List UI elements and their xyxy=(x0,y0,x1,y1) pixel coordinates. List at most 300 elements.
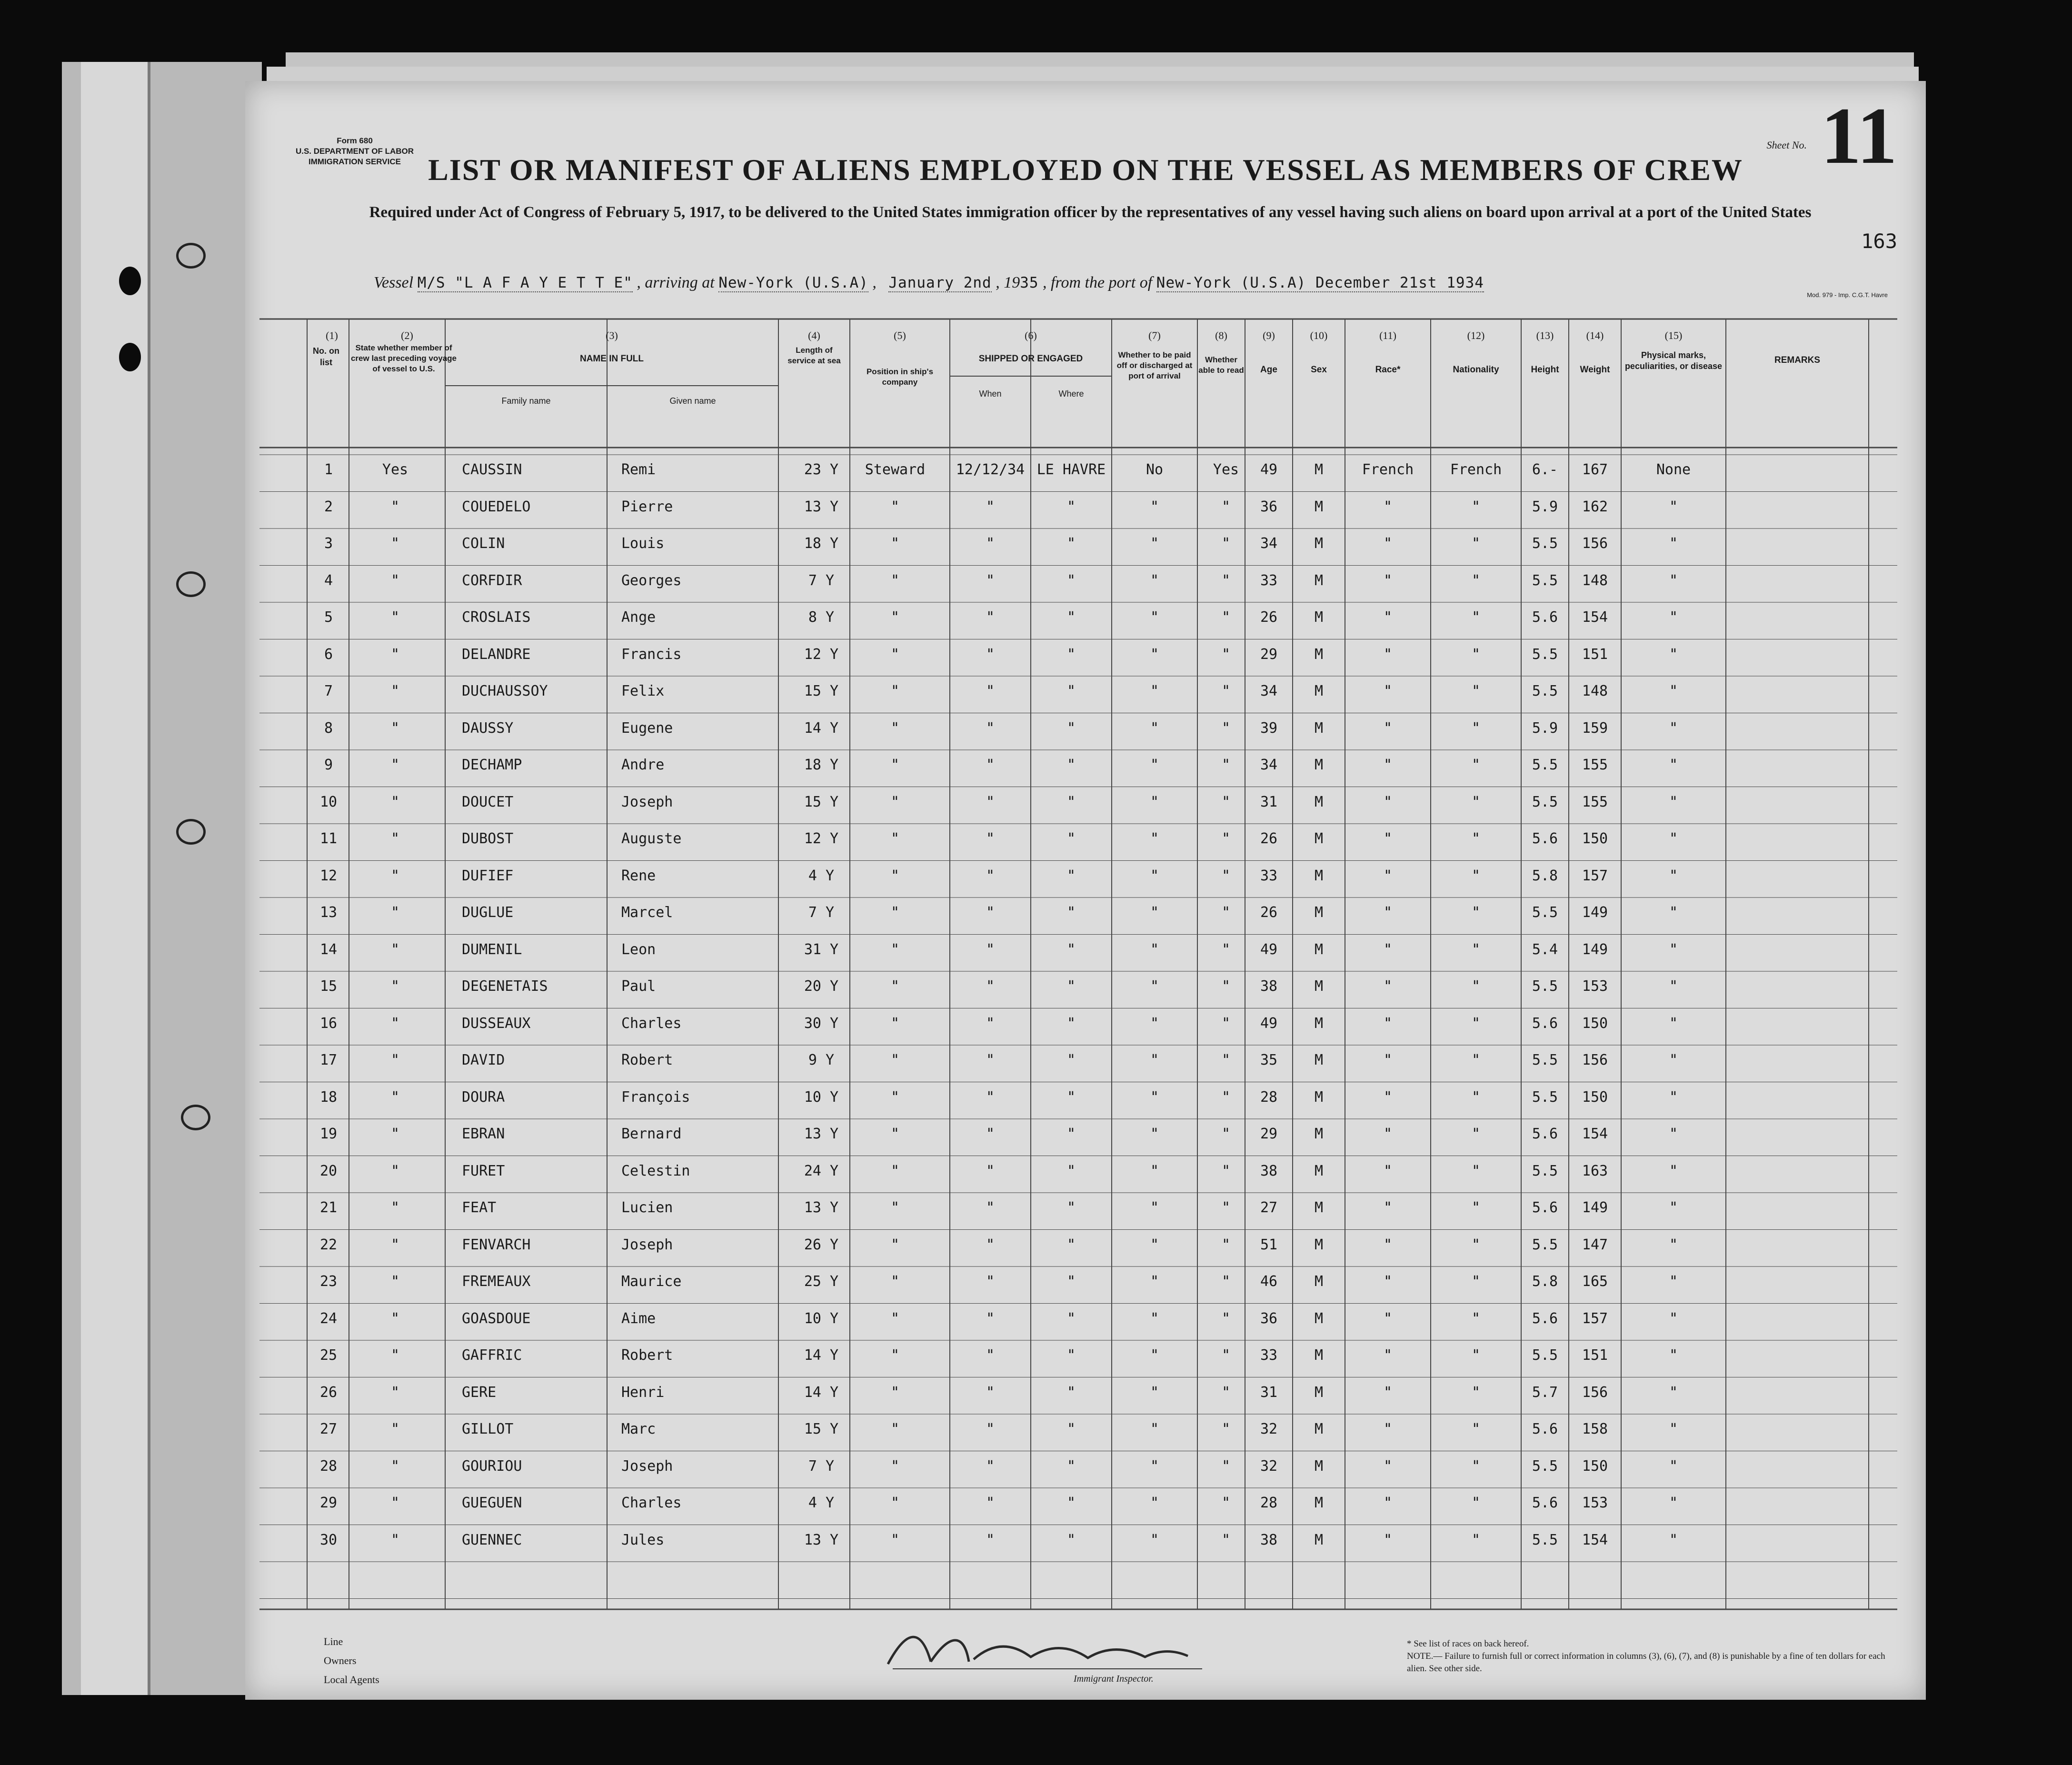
cell-where: " xyxy=(1066,1126,1076,1142)
cell-no: 10 xyxy=(319,793,338,810)
cell-family: CAUSSIN xyxy=(462,461,522,478)
cell-sex: M xyxy=(1314,1457,1324,1475)
cell-marks: " xyxy=(1669,1199,1678,1216)
cell-position: " xyxy=(890,1421,900,1437)
col-number: (5) xyxy=(894,329,906,341)
cell-when: " xyxy=(986,1457,995,1475)
cell-service: 15 Y xyxy=(804,683,839,699)
cell-given: Charles xyxy=(621,1015,682,1032)
cell-prev: " xyxy=(390,1273,400,1290)
cell-paid: " xyxy=(1150,1052,1159,1068)
cell-marks: " xyxy=(1669,1495,1678,1511)
col-header-service: Length of service at sea xyxy=(787,346,841,365)
cell-read: " xyxy=(1221,646,1231,663)
cell-age: 38 xyxy=(1260,1162,1278,1179)
cell-weight: 167 xyxy=(1582,461,1608,478)
cell-race: " xyxy=(1383,1347,1393,1364)
cell-weight: 149 xyxy=(1582,941,1608,958)
cell-height: 5.6 xyxy=(1532,1421,1558,1437)
cell-race: " xyxy=(1383,609,1393,626)
footer-note-races: * See list of races on back hereof. xyxy=(1407,1639,1529,1649)
cell-given: Marcel xyxy=(621,904,673,921)
col-header-given-name: Given name xyxy=(669,396,716,406)
cell-age: 39 xyxy=(1260,719,1278,737)
cell-marks: " xyxy=(1669,941,1678,958)
cell-when: " xyxy=(986,1495,995,1511)
cell-read: " xyxy=(1221,793,1231,810)
cell-nationality: " xyxy=(1471,1531,1481,1548)
cell-marks: " xyxy=(1669,757,1678,773)
cell-family: CORFDIR xyxy=(462,572,522,589)
cell-prev: " xyxy=(390,1421,400,1437)
cell-nationality: " xyxy=(1471,1347,1481,1364)
cell-paid: " xyxy=(1150,793,1159,810)
cell-where: " xyxy=(1066,1347,1076,1364)
cell-marks: " xyxy=(1669,904,1678,921)
table-grid xyxy=(245,81,1926,1700)
cell-nationality: " xyxy=(1471,1126,1481,1142)
cell-race: " xyxy=(1383,646,1393,663)
cell-sex: M xyxy=(1314,535,1324,552)
cell-family: DECHAMP xyxy=(462,757,522,773)
cell-family: FEAT xyxy=(462,1199,497,1216)
cell-given: Joseph xyxy=(621,1236,673,1253)
cell-race: " xyxy=(1383,978,1393,995)
cell-no: 11 xyxy=(319,830,338,847)
cell-weight: 154 xyxy=(1582,609,1608,626)
cell-family: COUEDELO xyxy=(462,498,531,515)
cell-height: 5.6 xyxy=(1532,1310,1558,1327)
cell-where: " xyxy=(1066,683,1076,699)
sheet-label: Sheet No. xyxy=(1766,139,1807,151)
cell-given: Joseph xyxy=(621,793,673,810)
cell-paid: " xyxy=(1150,1015,1159,1032)
cell-no: 5 xyxy=(324,609,333,626)
col-number: (2) xyxy=(401,329,413,341)
cell-race: " xyxy=(1383,793,1393,810)
cell-family: FREMEAUX xyxy=(462,1273,531,1290)
cell-prev: " xyxy=(390,757,400,773)
cell-given: Remi xyxy=(621,461,656,478)
cell-family: DUGLUE xyxy=(462,904,514,921)
footer-note-penalty: NOTE.— Failure to furnish full or correct information in columns (3), (6), (7), and (8) is punishable by a fine of ten dollars for each alien. See other side. xyxy=(1407,1651,1885,1674)
cell-when: " xyxy=(986,719,995,737)
cell-no: 30 xyxy=(319,1531,338,1548)
cell-read: " xyxy=(1221,867,1231,884)
cell-race: " xyxy=(1383,1126,1393,1142)
cell-age: 33 xyxy=(1260,867,1278,884)
cell-when: " xyxy=(986,646,995,663)
cell-where: " xyxy=(1066,535,1076,552)
sheet-code: 163 xyxy=(1861,229,1897,253)
cell-family: COLIN xyxy=(462,535,505,552)
col-header-read: Whether able to read xyxy=(1198,355,1244,375)
vessel-line: Vessel M/S "L A F A Y E T T E" , arriving at New-York (U.S.A) , January 2nd , 1935 , from the port of New-York (U.S.A) December 21st 1934 xyxy=(374,274,1484,291)
cell-family: DUFIEF xyxy=(462,867,514,884)
cell-read: " xyxy=(1221,978,1231,995)
cell-prev: " xyxy=(390,609,400,626)
cell-family: GERE xyxy=(462,1384,497,1401)
cell-nationality: " xyxy=(1471,1495,1481,1511)
cell-age: 34 xyxy=(1260,535,1278,552)
cell-nationality: " xyxy=(1471,572,1481,589)
cell-position: " xyxy=(890,646,900,663)
col-number: (13) xyxy=(1536,329,1554,341)
cell-family: DOUCET xyxy=(462,793,514,810)
cell-no: 25 xyxy=(319,1347,338,1364)
cell-no: 24 xyxy=(319,1310,338,1327)
form-department: U.S. DEPARTMENT OF LABOR xyxy=(295,147,414,156)
cell-nationality: " xyxy=(1471,830,1481,847)
cell-paid: No xyxy=(1146,461,1164,478)
cell-nationality: " xyxy=(1471,1457,1481,1475)
cell-where: " xyxy=(1066,830,1076,847)
cell-read: " xyxy=(1221,830,1231,847)
cell-prev: " xyxy=(390,719,400,737)
cell-age: 32 xyxy=(1260,1421,1278,1437)
cell-race: " xyxy=(1383,683,1393,699)
col-header-when: When xyxy=(979,389,1002,399)
cell-nationality: " xyxy=(1471,1310,1481,1327)
cell-paid: " xyxy=(1150,646,1159,663)
cell-height: 5.9 xyxy=(1532,498,1558,515)
cell-family: GAFFRIC xyxy=(462,1347,522,1364)
cell-prev: " xyxy=(390,830,400,847)
cell-position: " xyxy=(890,1236,900,1253)
cell-given: Paul xyxy=(621,978,656,995)
cell-position: " xyxy=(890,978,900,995)
cell-when: " xyxy=(986,683,995,699)
cell-race: " xyxy=(1383,535,1393,552)
cell-where: " xyxy=(1066,1495,1076,1511)
cell-family: DUMENIL xyxy=(462,941,522,958)
cell-race: " xyxy=(1383,1495,1393,1511)
cell-given: Charles xyxy=(621,1495,682,1511)
cell-read: " xyxy=(1221,572,1231,589)
cell-paid: " xyxy=(1150,1126,1159,1142)
cell-position: " xyxy=(890,1273,900,1290)
cell-nationality: " xyxy=(1471,978,1481,995)
cell-prev: " xyxy=(390,1457,400,1475)
cell-no: 21 xyxy=(319,1199,338,1216)
cell-race: " xyxy=(1383,1088,1393,1106)
cell-read: " xyxy=(1221,1273,1231,1290)
cell-service: 30 Y xyxy=(804,1015,839,1032)
cell-service: 14 Y xyxy=(804,1347,839,1364)
cell-weight: 159 xyxy=(1582,719,1608,737)
cell-prev: " xyxy=(390,978,400,995)
cell-when: " xyxy=(986,1052,995,1068)
cell-race: " xyxy=(1383,941,1393,958)
cell-when: " xyxy=(986,1273,995,1290)
cell-sex: M xyxy=(1314,1052,1324,1068)
cell-weight: 154 xyxy=(1582,1531,1608,1548)
cell-nationality: " xyxy=(1471,941,1481,958)
cell-age: 38 xyxy=(1260,978,1278,995)
cell-paid: " xyxy=(1150,1421,1159,1437)
cell-when: " xyxy=(986,609,995,626)
cell-when: " xyxy=(986,793,995,810)
cell-read: " xyxy=(1221,719,1231,737)
cell-height: 5.6 xyxy=(1532,830,1558,847)
cell-no: 7 xyxy=(324,683,333,699)
cell-position: " xyxy=(890,1531,900,1548)
vessel-name: M/S "L A F A Y E T T E" xyxy=(417,274,633,291)
cell-when: " xyxy=(986,1384,995,1401)
cell-prev: " xyxy=(390,867,400,884)
cell-height: 5.5 xyxy=(1532,683,1558,699)
cell-race: " xyxy=(1383,1457,1393,1475)
cell-read: " xyxy=(1221,535,1231,552)
cell-race: " xyxy=(1383,1162,1393,1179)
cell-given: François xyxy=(621,1088,690,1106)
cell-height: 5.5 xyxy=(1532,793,1558,810)
cell-weight: 151 xyxy=(1582,1347,1608,1364)
cell-paid: " xyxy=(1150,498,1159,515)
cell-height: 5.6 xyxy=(1532,609,1558,626)
cell-given: Felix xyxy=(621,683,665,699)
cell-position: " xyxy=(890,1347,900,1364)
cell-age: 33 xyxy=(1260,572,1278,589)
cell-when: " xyxy=(986,1310,995,1327)
cell-prev: Yes xyxy=(382,461,408,478)
cell-age: 29 xyxy=(1260,646,1278,663)
cell-family: DOURA xyxy=(462,1088,505,1106)
cell-weight: 158 xyxy=(1582,1421,1608,1437)
cell-height: 5.5 xyxy=(1532,1236,1558,1253)
cell-family: GOURIOU xyxy=(462,1457,522,1475)
cell-family: FURET xyxy=(462,1162,505,1179)
cell-height: 5.4 xyxy=(1532,941,1558,958)
cell-family: GILLOT xyxy=(462,1421,514,1437)
cell-marks: " xyxy=(1669,1310,1678,1327)
cell-when: " xyxy=(986,1236,995,1253)
cell-prev: " xyxy=(390,535,400,552)
cell-weight: 150 xyxy=(1582,1457,1608,1475)
cell-service: 12 Y xyxy=(804,646,839,663)
arrival-year: 35 xyxy=(1020,274,1039,291)
cell-race: " xyxy=(1383,757,1393,773)
cell-height: 5.5 xyxy=(1532,1052,1558,1068)
cell-age: 49 xyxy=(1260,941,1278,958)
cell-no: 23 xyxy=(319,1273,338,1290)
cell-weight: 150 xyxy=(1582,830,1608,847)
col-header-no: No. on list xyxy=(313,346,339,367)
cell-no: 3 xyxy=(324,535,333,552)
cell-read: " xyxy=(1221,1052,1231,1068)
cell-when: " xyxy=(986,978,995,995)
binder-ring-icon xyxy=(176,243,206,269)
cell-age: 46 xyxy=(1260,1273,1278,1290)
cell-when: " xyxy=(986,830,995,847)
cell-when: " xyxy=(986,1421,995,1437)
cell-paid: " xyxy=(1150,535,1159,552)
cell-nationality: " xyxy=(1471,1236,1481,1253)
cell-service: 12 Y xyxy=(804,830,839,847)
cell-read: " xyxy=(1221,1531,1231,1548)
cell-paid: " xyxy=(1150,572,1159,589)
cell-nationality: " xyxy=(1471,535,1481,552)
cell-race: " xyxy=(1383,1531,1393,1548)
cell-sex: M xyxy=(1314,1162,1324,1179)
cell-marks: None xyxy=(1656,461,1691,478)
cell-nationality: " xyxy=(1471,1052,1481,1068)
cell-paid: " xyxy=(1150,1088,1159,1106)
cell-paid: " xyxy=(1150,1531,1159,1548)
cell-sex: M xyxy=(1314,978,1324,995)
cell-position: " xyxy=(890,609,900,626)
cell-given: Maurice xyxy=(621,1273,682,1290)
cell-nationality: " xyxy=(1471,793,1481,810)
inspector-signature xyxy=(878,1624,1212,1676)
cell-marks: " xyxy=(1669,1052,1678,1068)
cell-position: " xyxy=(890,719,900,737)
cell-read: " xyxy=(1221,498,1231,515)
cell-service: 13 Y xyxy=(804,1126,839,1142)
cell-age: 33 xyxy=(1260,1347,1278,1364)
cell-given: Louis xyxy=(621,535,665,552)
cell-where: " xyxy=(1066,793,1076,810)
cell-weight: 163 xyxy=(1582,1162,1608,1179)
col-number: (1) xyxy=(326,329,338,341)
cell-prev: " xyxy=(390,1495,400,1511)
footer-owners-label: Owners xyxy=(324,1655,357,1666)
cell-position: " xyxy=(890,941,900,958)
cell-read: " xyxy=(1221,904,1231,921)
cell-where: " xyxy=(1066,609,1076,626)
from-port: New-York (U.S.A) December 21st 1934 xyxy=(1156,274,1484,291)
cell-nationality: " xyxy=(1471,683,1481,699)
cell-position: " xyxy=(890,1088,900,1106)
cell-service: 20 Y xyxy=(804,978,839,995)
cell-where: " xyxy=(1066,572,1076,589)
cell-position: " xyxy=(890,1495,900,1511)
cell-service: 13 Y xyxy=(804,1199,839,1216)
cell-weight: 157 xyxy=(1582,867,1608,884)
cell-height: 5.8 xyxy=(1532,867,1558,884)
cell-where: " xyxy=(1066,498,1076,515)
cell-no: 29 xyxy=(319,1495,338,1511)
cell-age: 28 xyxy=(1260,1495,1278,1511)
cell-family: DELANDRE xyxy=(462,646,531,663)
cell-sex: M xyxy=(1314,1421,1324,1437)
cell-prev: " xyxy=(390,1310,400,1327)
cell-height: 5.5 xyxy=(1532,1162,1558,1179)
cell-sex: M xyxy=(1314,1310,1324,1327)
cell-read: " xyxy=(1221,1015,1231,1032)
cell-position: " xyxy=(890,757,900,773)
cell-service: 14 Y xyxy=(804,1384,839,1401)
cell-height: 5.5 xyxy=(1532,904,1558,921)
cell-where: " xyxy=(1066,904,1076,921)
cell-given: Aime xyxy=(621,1310,656,1327)
cell-marks: " xyxy=(1669,683,1678,699)
col-number: (9) xyxy=(1263,329,1275,341)
cell-race: " xyxy=(1383,1015,1393,1032)
cell-race: " xyxy=(1383,719,1393,737)
cell-paid: " xyxy=(1150,867,1159,884)
cell-height: 5.5 xyxy=(1532,757,1558,773)
cell-read: " xyxy=(1221,683,1231,699)
cell-no: 13 xyxy=(319,904,338,921)
cell-prev: " xyxy=(390,1126,400,1142)
col-number: (3) xyxy=(606,329,618,341)
cell-position: " xyxy=(890,867,900,884)
cell-service: 9 Y xyxy=(808,1052,835,1068)
cell-given: Celestin xyxy=(621,1162,690,1179)
cell-prev: " xyxy=(390,1531,400,1548)
cell-no: 14 xyxy=(319,941,338,958)
cell-race: " xyxy=(1383,904,1393,921)
cell-height: 5.6 xyxy=(1532,1126,1558,1142)
cell-position: " xyxy=(890,683,900,699)
cell-when: " xyxy=(986,572,995,589)
cell-position: " xyxy=(890,1052,900,1068)
arrival-date: January 2nd xyxy=(888,274,992,291)
cell-weight: 149 xyxy=(1582,904,1608,921)
cell-nationality: " xyxy=(1471,1384,1481,1401)
cell-weight: 148 xyxy=(1582,572,1608,589)
cell-paid: " xyxy=(1150,904,1159,921)
cell-paid: " xyxy=(1150,1199,1159,1216)
punch-hole xyxy=(119,343,141,371)
cell-weight: 147 xyxy=(1582,1236,1608,1253)
cell-service: 7 Y xyxy=(808,904,835,921)
cell-age: 34 xyxy=(1260,683,1278,699)
cell-marks: " xyxy=(1669,572,1678,589)
cell-race: " xyxy=(1383,1421,1393,1437)
cell-race: " xyxy=(1383,1273,1393,1290)
cell-family: DAVID xyxy=(462,1052,505,1068)
cell-marks: " xyxy=(1669,535,1678,552)
cell-read: " xyxy=(1221,1310,1231,1327)
cell-race: French xyxy=(1362,461,1414,478)
col-header-name: NAME IN FULL xyxy=(579,354,644,364)
cell-read: " xyxy=(1221,1162,1231,1179)
cell-where: " xyxy=(1066,978,1076,995)
cell-race: " xyxy=(1383,1052,1393,1068)
cell-given: Andre xyxy=(621,757,665,773)
footer-notes xyxy=(1407,1638,1907,1675)
cell-height: 5.6 xyxy=(1532,1015,1558,1032)
cell-read: " xyxy=(1221,1347,1231,1364)
cell-read: " xyxy=(1221,757,1231,773)
cell-position: " xyxy=(890,1457,900,1475)
cell-weight: 156 xyxy=(1582,1052,1608,1068)
cell-no: 16 xyxy=(319,1015,338,1032)
cell-family: FENVARCH xyxy=(462,1236,531,1253)
cell-sex: M xyxy=(1314,1199,1324,1216)
cell-family: DUSSEAUX xyxy=(462,1015,531,1032)
cell-given: Eugene xyxy=(621,719,673,737)
page-title: LIST OR MANIFEST OF ALIENS EMPLOYED ON THE VESSEL AS MEMBERS OF CREW xyxy=(428,153,1743,187)
cell-nationality: " xyxy=(1471,646,1481,663)
cell-service: 31 Y xyxy=(804,941,839,958)
cell-paid: " xyxy=(1150,719,1159,737)
cell-age: 38 xyxy=(1260,1531,1278,1548)
cell-no: 20 xyxy=(319,1162,338,1179)
cell-given: Jules xyxy=(621,1531,665,1548)
col-header-height: Height xyxy=(1531,365,1559,375)
cell-marks: " xyxy=(1669,609,1678,626)
cell-sex: M xyxy=(1314,1088,1324,1106)
cell-family: DUBOST xyxy=(462,830,514,847)
cell-read: " xyxy=(1221,1126,1231,1142)
cell-where: " xyxy=(1066,719,1076,737)
cell-race: " xyxy=(1383,572,1393,589)
cell-marks: " xyxy=(1669,978,1678,995)
col-header-sex: Sex xyxy=(1311,365,1327,375)
